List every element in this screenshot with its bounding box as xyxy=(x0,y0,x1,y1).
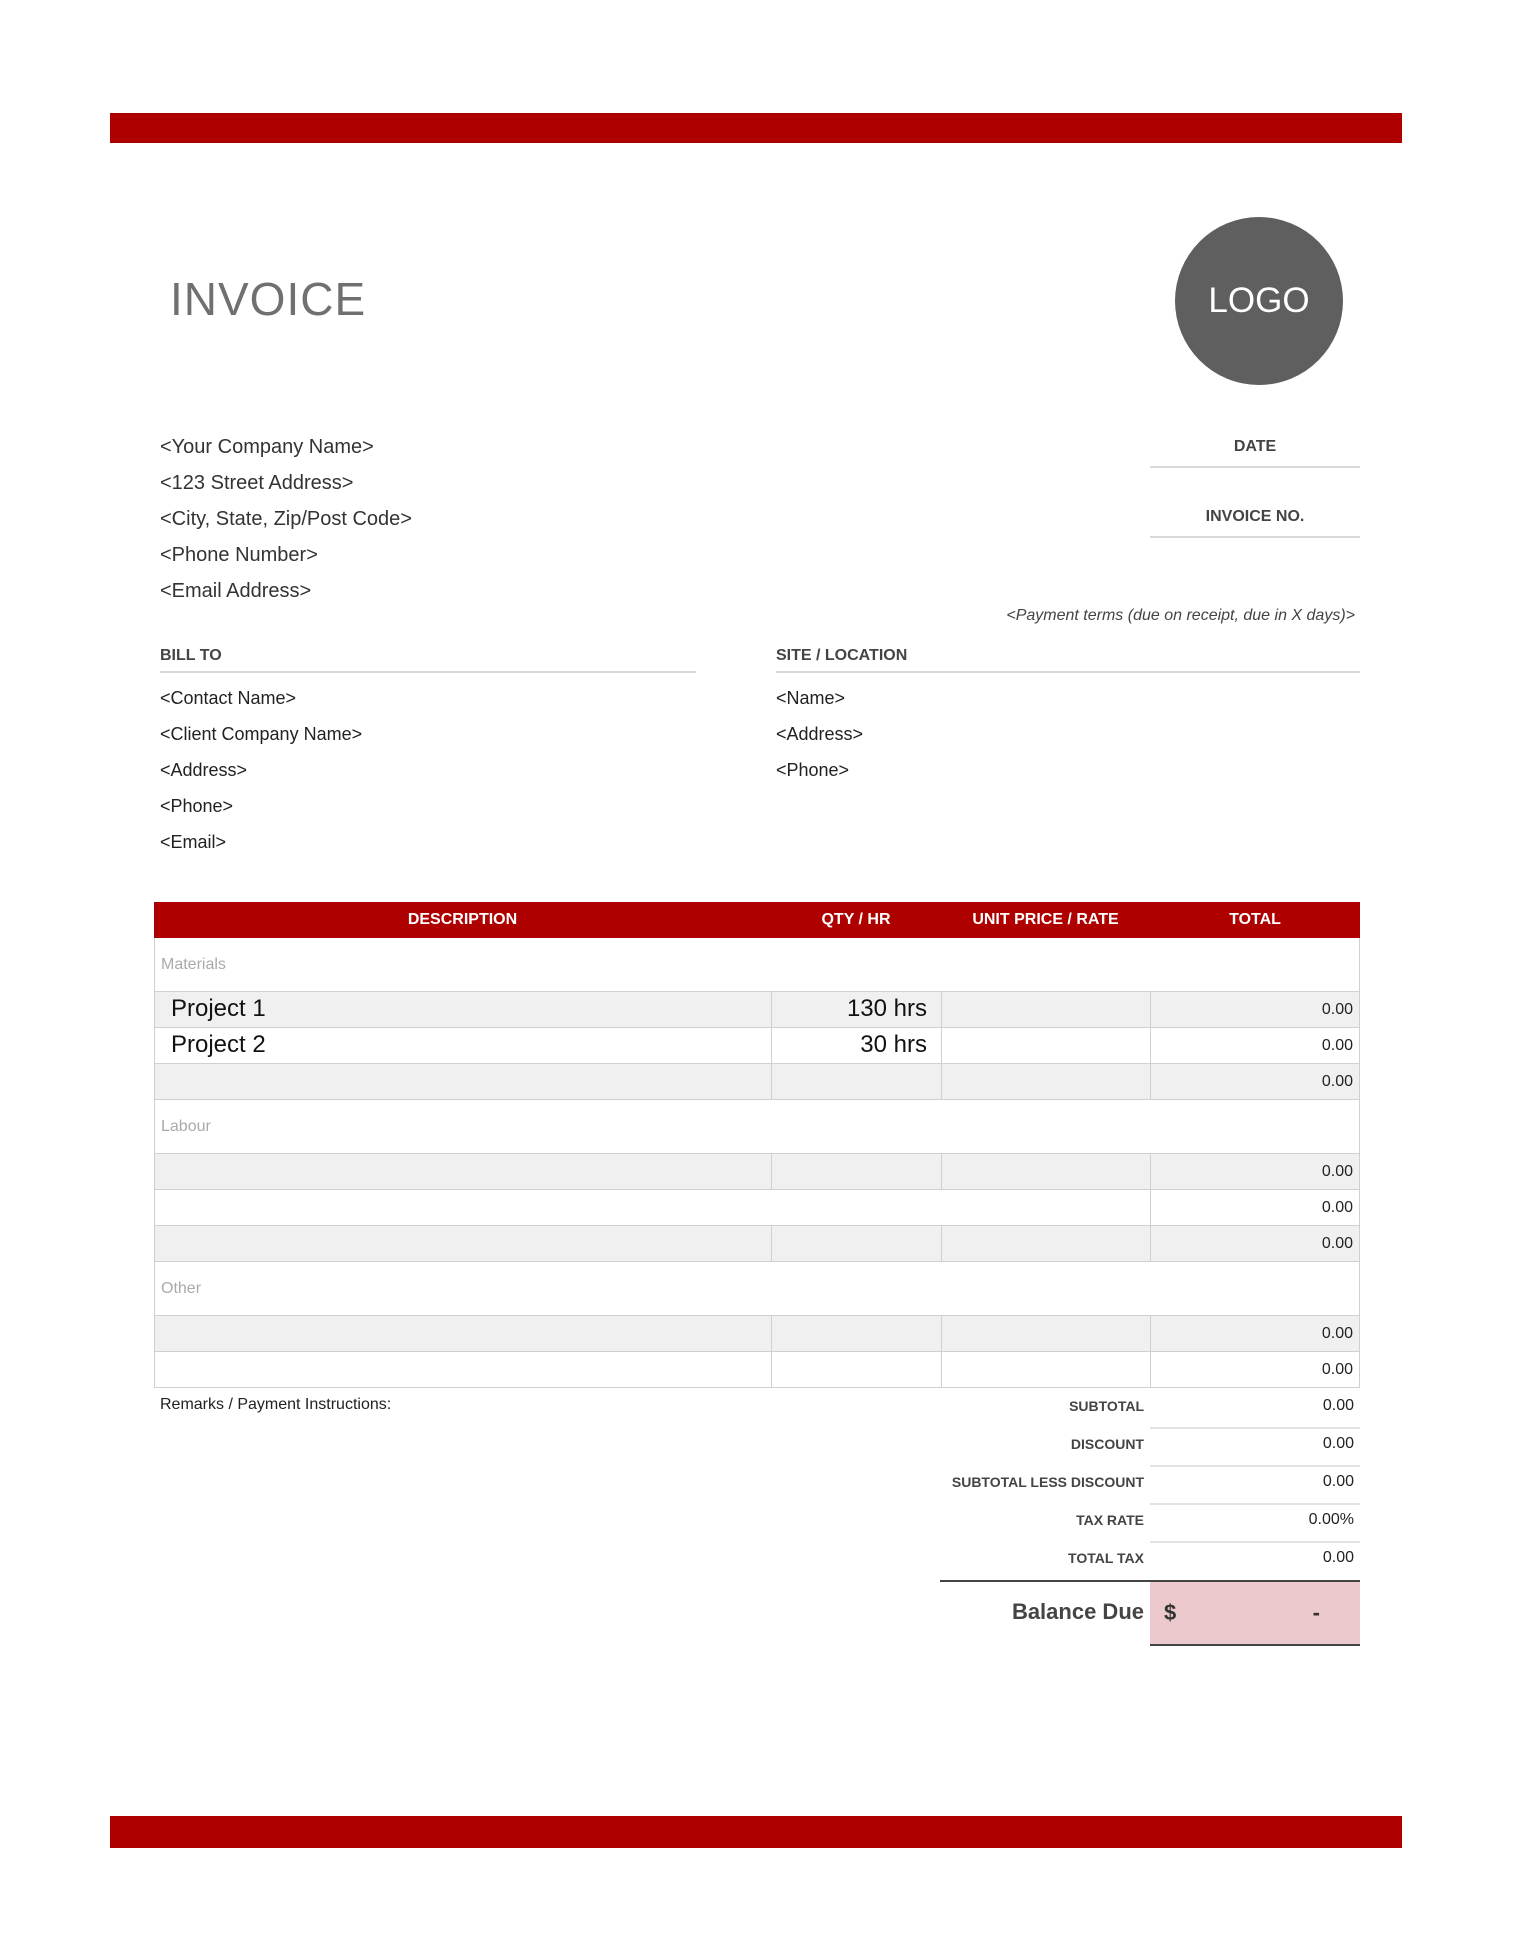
company-name: <Your Company Name> xyxy=(160,436,374,458)
subtotal-less-discount-label: SUBTOTAL LESS DISCOUNT xyxy=(951,1474,1144,1490)
description-cell[interactable] xyxy=(155,1190,1151,1225)
bill-to-address: <Address> xyxy=(160,760,248,780)
description-cell[interactable] xyxy=(155,1316,772,1351)
table-row[interactable] xyxy=(154,1352,1360,1388)
description-cell[interactable] xyxy=(155,1154,772,1189)
qty-cell[interactable] xyxy=(772,1316,942,1351)
logo-text: LOGO xyxy=(1208,281,1310,320)
unit-price-cell[interactable] xyxy=(942,1064,1151,1099)
qty-cell[interactable]: 30 hrs xyxy=(772,1028,942,1063)
subtotal-label: SUBTOTAL xyxy=(1069,1398,1144,1414)
unit-price-cell[interactable] xyxy=(942,1316,1151,1351)
table-row[interactable] xyxy=(154,1028,1360,1064)
table-row[interactable] xyxy=(154,1190,1360,1226)
column-header-description: DESCRIPTION xyxy=(407,911,518,928)
table-row[interactable] xyxy=(154,1316,1360,1352)
total-cell: 0.00 xyxy=(1151,992,1360,1027)
description-cell[interactable]: Project 2 xyxy=(155,1028,772,1063)
invoice-number-field[interactable]: INVOICE NO. xyxy=(1150,504,1360,538)
site-name: <Name> xyxy=(776,688,846,708)
currency-symbol: $ xyxy=(1164,1600,1177,1625)
table-row[interactable] xyxy=(154,992,1360,1028)
bill-to-company: <Client Company Name> xyxy=(160,724,363,744)
bill-to-phone: <Phone> xyxy=(160,796,234,816)
discount-value[interactable]: 0.00 xyxy=(1150,1429,1360,1467)
column-header-unit-price: UNIT PRICE / RATE xyxy=(972,911,1119,928)
qty-cell[interactable] xyxy=(772,1226,942,1261)
unit-price-cell[interactable] xyxy=(942,992,1151,1027)
description-cell[interactable] xyxy=(155,1226,772,1261)
subtotal-value: 0.00 xyxy=(1150,1391,1360,1429)
total-tax-value: 0.00 xyxy=(1322,1549,1354,1566)
site-address: <Address> xyxy=(776,724,864,744)
discount-row xyxy=(940,1429,1360,1467)
total-cell: 0.00 xyxy=(1151,1226,1360,1261)
description-cell[interactable]: Project 1 xyxy=(155,992,772,1027)
line-items-table xyxy=(154,902,1360,1388)
company-city: <City, State, Zip/Post Code> xyxy=(160,508,412,530)
unit-price-cell[interactable] xyxy=(942,1226,1151,1261)
summary-block xyxy=(940,1391,1360,1581)
unit-price-cell[interactable] xyxy=(942,1352,1151,1387)
total-cell: 0.00 xyxy=(1151,1316,1360,1351)
tax-rate-row xyxy=(940,1505,1360,1543)
unit-price-cell[interactable] xyxy=(942,1028,1151,1063)
description-cell[interactable] xyxy=(155,1352,772,1387)
qty-cell[interactable] xyxy=(772,1064,942,1099)
table-row[interactable] xyxy=(154,1154,1360,1190)
total-cell: 0.00 xyxy=(1151,1352,1360,1387)
site-location-heading: SITE / LOCATION xyxy=(776,645,1360,673)
site-phone: <Phone> xyxy=(776,760,850,780)
tax-rate-label: TAX RATE xyxy=(1076,1512,1144,1528)
balance-due-box xyxy=(1150,1582,1360,1646)
table-row[interactable] xyxy=(154,1226,1360,1262)
qty-cell[interactable]: 130 hrs xyxy=(772,992,942,1027)
section-other: Other xyxy=(154,1262,1360,1316)
table-row[interactable] xyxy=(154,1064,1360,1100)
discount-label: DISCOUNT xyxy=(1070,1436,1144,1452)
section-materials: Materials xyxy=(154,938,1360,992)
invoice-title: INVOICE xyxy=(170,273,367,325)
qty-cell[interactable] xyxy=(772,1352,942,1387)
subtotal-less-discount-value: 0.00 xyxy=(1150,1467,1360,1505)
total-cell: 0.00 xyxy=(1151,1154,1360,1189)
balance-due-row xyxy=(940,1580,1360,1646)
company-info xyxy=(160,432,412,612)
subtotal-less-discount-row xyxy=(940,1467,1360,1505)
qty-cell[interactable] xyxy=(772,1154,942,1189)
top-accent-bar xyxy=(110,113,1402,143)
total-cell: 0.00 xyxy=(1151,1028,1360,1063)
total-cell: 0.00 xyxy=(1151,1190,1360,1225)
logo xyxy=(1175,217,1343,385)
total-tax-row xyxy=(940,1543,1360,1581)
table-header xyxy=(154,902,1360,938)
column-header-total: TOTAL xyxy=(1229,911,1281,928)
bottom-accent-bar xyxy=(110,1816,1402,1848)
column-header-qty: QTY / HR xyxy=(821,911,891,928)
bill-to-heading: BILL TO xyxy=(160,645,696,673)
site-details xyxy=(776,680,863,788)
bill-to-contact: <Contact Name> xyxy=(160,688,297,708)
section-labour: Labour xyxy=(154,1100,1360,1154)
bill-to-email: <Email> xyxy=(160,832,227,852)
subtotal-row xyxy=(940,1391,1360,1429)
company-email: <Email Address> xyxy=(160,580,312,602)
tax-rate-value[interactable]: 0.00% xyxy=(1150,1505,1360,1543)
remarks-label: Remarks / Payment Instructions: xyxy=(160,1396,392,1413)
date-field[interactable]: DATE xyxy=(1150,434,1360,468)
company-phone: <Phone Number> xyxy=(160,544,318,566)
balance-due-label: Balance Due xyxy=(1011,1599,1144,1624)
total-tax-label: TOTAL TAX xyxy=(1068,1550,1144,1566)
balance-due-value: - xyxy=(1312,1600,1320,1625)
company-street: <123 Street Address> xyxy=(160,472,354,494)
payment-terms: <Payment terms (due on receipt, due in X days)> xyxy=(1006,607,1355,624)
unit-price-cell[interactable] xyxy=(942,1154,1151,1189)
bill-to-details xyxy=(160,680,362,860)
total-cell: 0.00 xyxy=(1151,1064,1360,1099)
description-cell[interactable] xyxy=(155,1064,772,1099)
